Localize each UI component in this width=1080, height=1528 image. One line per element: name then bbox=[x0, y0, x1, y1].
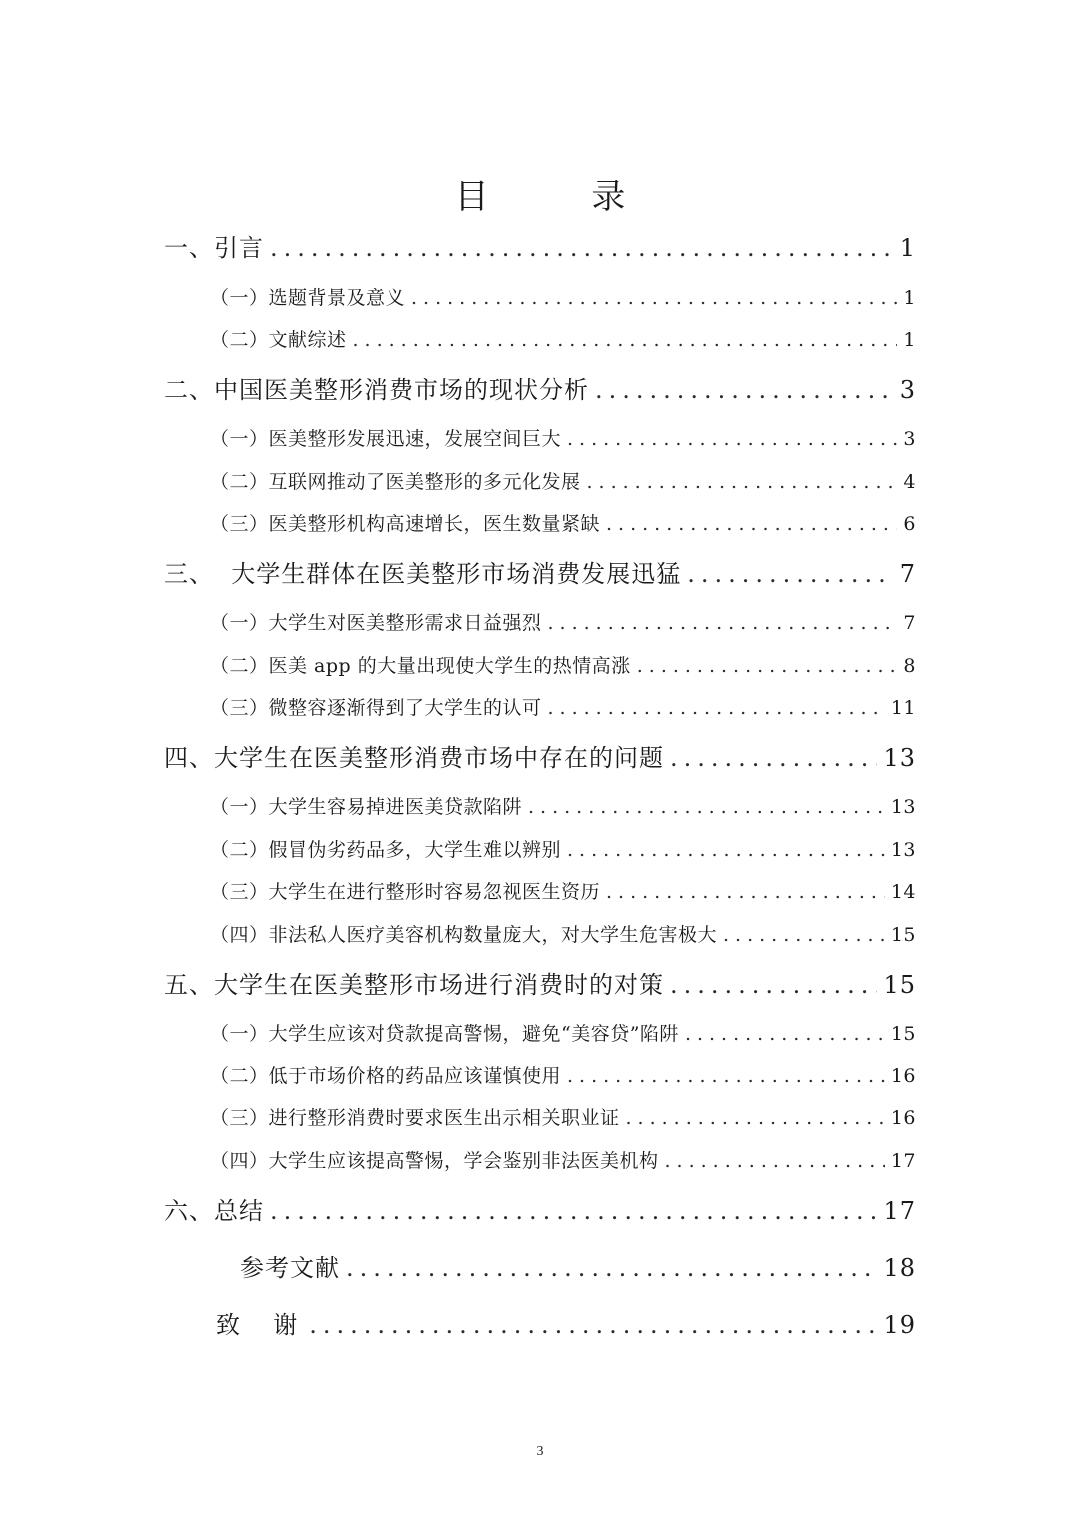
toc-entry-label: 一、引言 bbox=[164, 234, 264, 262]
toc-entry[interactable] bbox=[210, 1018, 916, 1050]
toc-entry-page: 7 bbox=[903, 612, 916, 634]
toc-entry-page: 8 bbox=[903, 655, 916, 677]
leader-dots bbox=[606, 876, 885, 908]
toc-entry[interactable] bbox=[210, 607, 916, 639]
toc-entry-page: 1 bbox=[903, 287, 916, 309]
leader-dots bbox=[606, 508, 897, 540]
toc-entry-page: 17 bbox=[890, 1150, 916, 1172]
page-title: 目 录 bbox=[454, 177, 672, 217]
toc-entry[interactable] bbox=[210, 1145, 916, 1177]
toc-entry-page: 18 bbox=[883, 1254, 916, 1282]
toc-entry-page: 11 bbox=[890, 697, 916, 719]
leader-dots bbox=[548, 692, 885, 724]
toc-entry-label: （一）医美整形发展迅速，发展空间巨大 bbox=[210, 428, 562, 450]
leader-dots bbox=[567, 423, 897, 455]
toc-entry-page: 16 bbox=[890, 1107, 916, 1129]
toc-entry-label: 三、 大学生群体在医美整形市场消费发展迅猛 bbox=[164, 560, 682, 588]
toc-entry[interactable] bbox=[240, 1248, 916, 1288]
toc-entry-page: 16 bbox=[890, 1065, 916, 1087]
toc-entry-page: 13 bbox=[890, 796, 916, 818]
toc-entry[interactable] bbox=[210, 324, 916, 356]
toc-entry-label: （二）互联网推动了医美整形的多元化发展 bbox=[210, 471, 581, 493]
toc-entry-page: 13 bbox=[890, 839, 916, 861]
toc-entry[interactable] bbox=[216, 1305, 916, 1345]
toc-entry-page: 15 bbox=[890, 1023, 916, 1045]
leader-dots bbox=[309, 1305, 877, 1345]
leader-dots bbox=[687, 554, 893, 594]
leader-dots bbox=[567, 834, 885, 866]
toc-entry[interactable] bbox=[164, 738, 916, 778]
toc-entry-label: 六、总结 bbox=[164, 1197, 264, 1225]
toc-entry[interactable] bbox=[210, 919, 916, 951]
leader-dots bbox=[528, 791, 885, 823]
toc-entry[interactable] bbox=[210, 1060, 916, 1092]
toc-entry[interactable] bbox=[164, 228, 916, 268]
toc-entry-label: （二）文献综述 bbox=[210, 329, 347, 351]
toc-entry[interactable] bbox=[210, 282, 916, 314]
toc-entry-page: 15 bbox=[883, 971, 916, 999]
toc-entry-page: 14 bbox=[890, 881, 916, 903]
toc-entry[interactable] bbox=[210, 692, 916, 724]
toc-entry[interactable] bbox=[210, 466, 916, 498]
leader-dots bbox=[567, 1060, 885, 1092]
toc-entry-label: （一）选题背景及意义 bbox=[210, 287, 406, 309]
toc-entry-label: （三）进行整形消费时要求医生出示相关职业证 bbox=[210, 1107, 620, 1129]
toc-entry-label: （一）大学生对医美整形需求日益强烈 bbox=[210, 612, 542, 634]
leader-dots bbox=[665, 1145, 885, 1177]
toc-entry-label: （二）假冒伪劣药品多，大学生难以辨别 bbox=[210, 839, 562, 861]
toc-entry-label: （四）大学生应该提高警惕，学会鉴别非法医美机构 bbox=[210, 1150, 659, 1172]
toc-entry-page: 19 bbox=[883, 1311, 916, 1339]
leader-dots bbox=[270, 228, 894, 268]
leader-dots bbox=[270, 1191, 877, 1231]
leader-dots bbox=[685, 1018, 885, 1050]
toc-entry-page: 1 bbox=[899, 234, 916, 262]
toc-entry-page: 1 bbox=[903, 329, 916, 351]
toc-entry-label: 致 谢 bbox=[216, 1311, 304, 1339]
toc-entry-label: 二、中国医美整形消费市场的现状分析 bbox=[164, 376, 589, 404]
toc-entry-page: 3 bbox=[899, 376, 916, 404]
toc-entry-label: （一）大学生应该对贷款提高警惕，避免“美容贷”陷阱 bbox=[210, 1023, 679, 1045]
leader-dots bbox=[670, 965, 877, 1005]
toc-entry-page: 7 bbox=[899, 560, 916, 588]
toc-entry-label: （三）大学生在进行整形时容易忽视医生资历 bbox=[210, 881, 601, 903]
leader-dots bbox=[353, 324, 898, 356]
leader-dots bbox=[411, 282, 897, 314]
toc-entry-label: （一）大学生容易掉进医美贷款陷阱 bbox=[210, 796, 523, 818]
toc-entry[interactable] bbox=[210, 791, 916, 823]
toc-entry-label: （三）微整容逐渐得到了大学生的认可 bbox=[210, 697, 542, 719]
toc-entry[interactable] bbox=[210, 508, 916, 540]
toc-entry-label: （三）医美整形机构高速增长，医生数量紧缺 bbox=[210, 513, 601, 535]
toc-entry[interactable] bbox=[210, 834, 916, 866]
leader-dots bbox=[587, 466, 898, 498]
toc-entry-label: （二）低于市场价格的药品应该谨慎使用 bbox=[210, 1065, 562, 1087]
leader-dots bbox=[626, 1102, 885, 1134]
toc-entry-label: 四、大学生在医美整形消费市场中存在的问题 bbox=[164, 744, 664, 772]
toc-entry[interactable] bbox=[164, 370, 916, 410]
toc-entry[interactable] bbox=[164, 965, 916, 1005]
toc-entry[interactable] bbox=[164, 1191, 916, 1231]
toc-entry-page: 3 bbox=[903, 428, 916, 450]
page-number: 3 bbox=[536, 1444, 544, 1459]
leader-dots bbox=[637, 650, 898, 682]
toc-entry-page: 17 bbox=[883, 1197, 916, 1225]
toc-entry-label: 参考文献 bbox=[240, 1254, 340, 1282]
leader-dots bbox=[346, 1248, 877, 1288]
toc-entry[interactable] bbox=[210, 876, 916, 908]
leader-dots bbox=[548, 607, 898, 639]
leader-dots bbox=[595, 370, 894, 410]
leader-dots bbox=[670, 738, 877, 778]
leader-dots bbox=[723, 919, 885, 951]
toc-entry-page: 6 bbox=[903, 513, 916, 535]
toc-entry[interactable] bbox=[210, 650, 916, 682]
toc-entry-page: 4 bbox=[903, 471, 916, 493]
toc-entry[interactable] bbox=[164, 554, 916, 594]
toc-entry-page: 13 bbox=[883, 744, 916, 772]
toc-entry[interactable] bbox=[210, 423, 916, 455]
toc-entry-label: （四）非法私人医疗美容机构数量庞大，对大学生危害极大 bbox=[210, 924, 718, 946]
toc-entry-page: 15 bbox=[890, 924, 916, 946]
toc-entry[interactable] bbox=[210, 1102, 916, 1134]
toc-entry-label: 五、大学生在医美整形市场进行消费时的对策 bbox=[164, 971, 664, 999]
toc-entry-label: （二）医美 app 的大量出现使大学生的热情高涨 bbox=[210, 655, 631, 677]
